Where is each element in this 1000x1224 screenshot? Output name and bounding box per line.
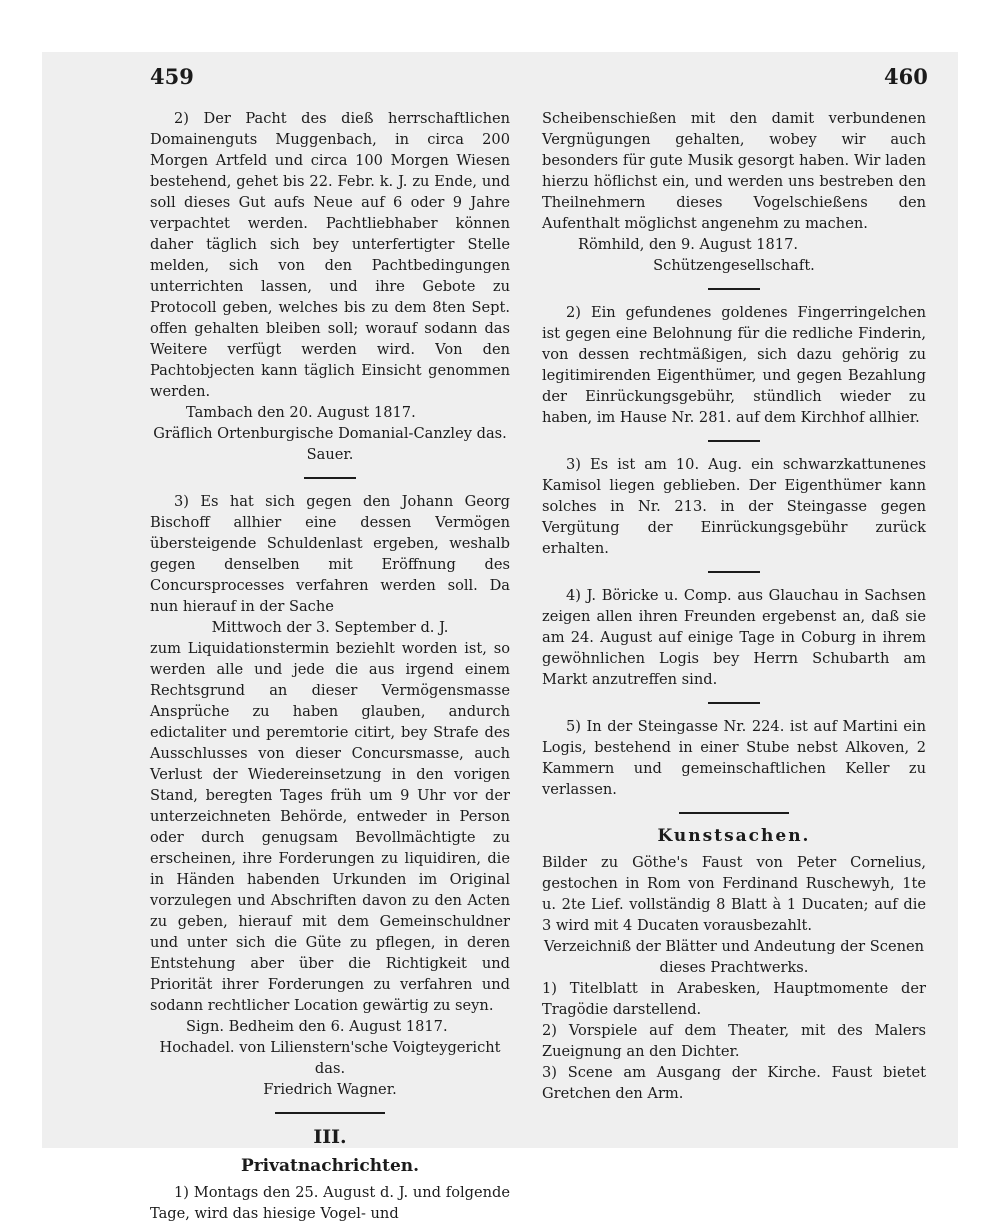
notice-concurs-place-date: Sign. Bedheim den 6. August 1817. <box>186 1018 448 1035</box>
page-number-right: 460 <box>884 64 928 89</box>
notice-lease-place-date: Tambach den 20. August 1817. <box>186 404 416 421</box>
notice-concurs: 3) Es hat sich gegen den Johann Georg Bischoff allhier eine dessen Vermögen übersteigende Schuldenlast ergeben, weshalb gegen denselben mit Eröffnung des Concursprocesses verfahren werden soll. Da nun hierauf in der Sache <box>150 493 510 615</box>
right-column <box>542 108 926 1104</box>
notice-shooting-place-date: Römhild, den 9. August 1817. <box>578 236 798 253</box>
page-number-left: 459 <box>150 64 194 89</box>
list-item-1: 1) Titelblatt in Arabesken, Hauptmomente der Tragödie darstellend. <box>542 980 926 1018</box>
divider <box>708 288 760 290</box>
notice-shooting-continued: Scheibenschießen mit den damit verbundenen Vergnügungen gehalten, wobey wir auch besonders für gute Musik gesorgt haben. Wir laden hierzu höflichst ein, und werden uns bestreben den Theilnehmern dieses Vogelschießens den Aufenthalt möglichst angenehm zu machen. <box>542 110 926 232</box>
divider <box>304 477 356 479</box>
notice-shooting: 1) Montags den 25. August d. J. und folgende Tage, wird das hiesige Vogel- und <box>150 1184 510 1222</box>
notice-boericke: 4) J. Böricke u. Comp. aus Glauchau in Sachsen zeigen allen ihren Freunden ergebenst an, daß sie am 24. August auf einige Tage in Coburg in ihrem gewöhnlichen Logis bey Herrn Schubarth am Markt anzutreffen sind. <box>542 587 926 688</box>
divider <box>679 812 789 814</box>
list-item-3: 3) Scene am Ausgang der Kirche. Faust bietet Gretchen den Arm. <box>542 1064 926 1102</box>
kunst-title: Kunstsachen. <box>657 826 811 846</box>
notice-shooting-signature: Schützengesellschaft. <box>653 257 815 274</box>
divider <box>275 1112 385 1114</box>
kunst-description: Bilder zu Göthe's Faust von Peter Cornelius, gestochen in Rom von Ferdinand Ruschewyh, 1te u. 2te Lief. vollständig 8 Blatt à 1 Ducaten; auf die 3 wird mit 4 Ducaten vorausbezahlt. <box>542 854 926 934</box>
divider <box>708 440 760 442</box>
notice-lease-signature: Gräflich Ortenburgische Domanial-Canzley das. <box>153 425 507 442</box>
section-number: III. <box>313 1126 347 1148</box>
left-column <box>150 108 510 1224</box>
section-title: Privatnachrichten. <box>240 1156 420 1176</box>
notice-lease-signer: Sauer. <box>306 446 354 463</box>
notice-lodging: 5) In der Steingasse Nr. 224. ist auf Martini ein Logis, bestehend in einer Stube nebst Alkoven, 2 Kammern und gemeinschaftlichen Keller zu verlassen. <box>542 718 926 798</box>
notice-concurs-signature: Hochadel. von Lilienstern'sche Voigteygericht das. <box>159 1039 501 1077</box>
list-item-2: 2) Vorspiele auf dem Theater, mit des Malers Zueignung an den Dichter. <box>542 1022 926 1060</box>
notice-ring: 2) Ein gefundenes goldenes Fingerringelchen ist gegen eine Belohnung für die redliche Finderin, von dessen rechtmäßigen, sich dazu gehörig zu legitimirenden Eigenthümer, und gegen Bezahlung der Einrückungsgebühr, stündlich wieder zu haben, im Hause Nr. 281. auf dem Kirchhof allhier. <box>542 304 926 426</box>
notice-lease: 2) Der Pacht des dieß herrschaftlichen Domainenguts Muggenbach, in circa 200 Morgen Artfeld und circa 100 Morgen Wiesen bestehend, gehet bis 22. Febr. k. J. zu Ende, und soll dieses Gut aufs Neue auf 6 oder 9 Jahre verpachtet werden. Pachtliebhaber können daher täglich sich bey unterfertigter Stelle melden, sich von den Pachtbedingungen unterrichten lassen, und ihre Gebote zu Protocoll geben, welches bis zu dem 8ten Sept. offen gehalten bleiben soll; worauf sodann das Weitere verfügt werden wird. Von den Pachtobjecten kann täglich Einsicht genommen werden. <box>150 110 510 400</box>
divider <box>708 702 760 704</box>
notice-concurs-signer: Friedrich Wagner. <box>263 1081 397 1098</box>
notice-kamisol: 3) Es ist am 10. Aug. ein schwarzkattunenes Kamisol liegen geblieben. Der Eigenthümer kann solches in Nr. 213. in der Steingasse gegen Vergütung der Einrückungsgebühr zurück erhalten. <box>542 456 926 557</box>
notice-concurs-continued: zum Liquidationstermin beziehlt worden ist, so werden alle und jede die aus irgend einem Rechtsgrund an dieser Vermögensmasse Ansprüche zu haben glauben, andurch edictaliter und peremtorie citirt, bey Strafe des Ausschlusses von dieser Concursmasse, auch Verlust der Wiedereinsetzung in den vorigen Stand, beregten Tages früh um 9 Uhr vor der unterzeichneten Behörde, entweder in Person oder durch genugsam Bevollmächtigte zu erscheinen, ihre Forderungen zu liquidiren, die in Händen habenden Urkunden im Original vorzulegen und Abschriften davon zu den Acten zu geben, hierauf mit dem Gemeinschuldner und unter sich die Güte zu pflegen, in deren Entstehung aber über die Richtigkeit und Priorität ihrer Forderungen zu verfahren und sodann rechtlicher Location gewärtig zu seyn. <box>150 640 510 1014</box>
kunst-subtitle: Verzeichniß der Blätter und Andeutung der Scenen dieses Prachtwerks. <box>543 938 925 976</box>
notice-concurs-date: Mittwoch der 3. September d. J. <box>211 619 449 636</box>
divider <box>708 571 760 573</box>
